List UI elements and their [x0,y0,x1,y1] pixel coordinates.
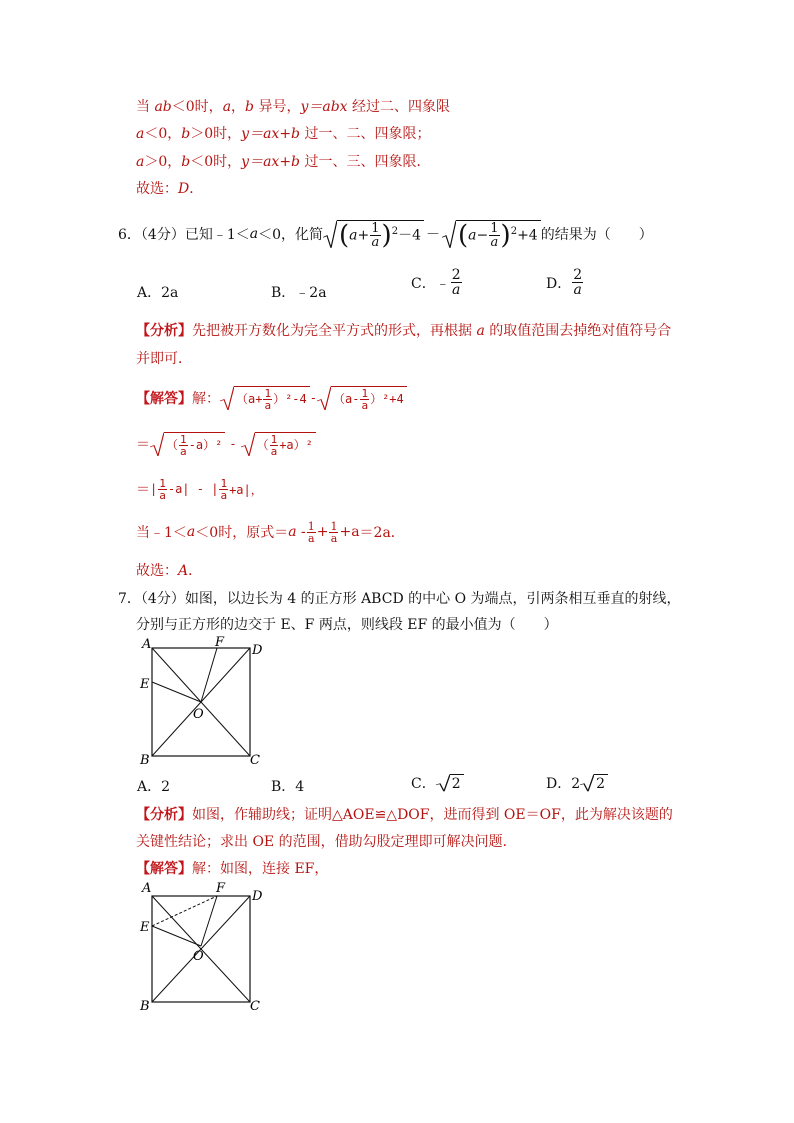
label-b: B [140,999,150,1012]
q7-solution-1: 【解答】解：如图，连接 EF， [136,861,329,877]
q7-figure-2 [138,878,268,1012]
q7-option-c: C． 2 [411,773,464,793]
q5-answer: 故选：D． [136,181,204,197]
q6-answer: 故选：A． [136,563,203,579]
ray-of [201,896,217,946]
q7-stem-2: 分别与正方形的边交于 E、F 两点，则线段 EF 的最小值为（ ） [136,617,558,633]
q6-case: 当﹣1＜ a ＜0时，原式＝ a - $\frac{1}{a}$ + $\frac{1}{a}$ +a ＝2a． [136,519,405,545]
q6-analysis-2: 并即可． [136,351,192,367]
q6-sol-radical-1: （a+ $\frac{1}{a}$ ）²-4 [220,386,310,411]
q7-analysis-2: 关键性结论；求出 OE 的范围，借助勾股定理即可解决问题． [136,834,517,850]
label-a: A [142,881,152,896]
q6-radical-2: (a− $\frac{1}{a}$ )$^2$+4 [442,220,541,249]
q7-option-d-sqrt: 2 [580,774,608,792]
q6-sol-radical-3: （ $\frac{1}{a}$ -a）² [150,432,225,457]
q6-analysis-1: 【分析】先把被开方数化为完全平方式的形式，再根据 a 的取值范围去掉绝对值符号合 [136,323,672,339]
q5-line-1: 当 ab＜0时，a，b 异号，y＝abx 经过二、四象限 [136,99,451,115]
label-c: C [250,999,260,1012]
q6-option-b: B．﹣2a [271,285,327,301]
q6-solution-1: 【解答】 解： （a+ $\frac{1}{a}$ ）²-4 - （a- $\frac{1}{a}$ ）²+4 [136,378,407,418]
q5-line-3: a＞0，b＜0时，y＝ax+b 过一、三、四象限． [136,154,431,170]
q6-solution-3: ＝ | $\frac{1}{a}$ -a| - | $\frac{1}{a}$ +a|， [136,476,263,502]
label-d: D [252,643,263,658]
label-f: F [215,636,225,650]
ray-oe [152,682,201,702]
segment-ef-dashed [152,896,217,926]
q5-line-2: a＜0，b＞0时，y＝ax+b 过一、二、四象限； [136,126,431,142]
q6-radical-1: (a+ $\frac{1}{a}$ )$^2$－4 [323,220,424,249]
label-e: E [140,677,150,692]
q6-sol-radical-4: （ $\frac{1}{a}$ +a）² [241,432,316,457]
label-e: E [140,920,150,935]
q7-stem-1: 7．（4分）如图，以边长为 4 的正方形 ABCD 的中心 O 为端点，引两条相互垂直的射线， [118,591,681,607]
q6-option-a: A．2a [137,285,179,301]
q7-figure-1 [138,636,268,768]
label-c: C [250,753,260,768]
q6-sol-radical-2: （a- $\frac{1}{a}$ ）²+4 [317,386,407,411]
q7-option-a: A．2 [137,779,171,795]
q6-stem: 6．（4分）已知﹣1＜ a ＜0，化简 (a+ $\frac{1}{a}$ )$^2$－4 － (a− $\frac{1}{a}$ )$^2$+4 的结果为（ ） [118,220,653,250]
label-f: F [216,881,226,896]
ray-oe [152,926,201,946]
q6-solution-2: ＝ （ $\frac{1}{a}$ -a）² - （ $\frac{1}{a}$ +a）² [136,424,316,464]
label-b: B [140,753,150,768]
label-a: A [142,637,152,652]
label-d: D [252,889,263,904]
label-o: O [193,707,204,722]
q6-option-c: C．﹣ $\frac{2}{a}$ [411,267,461,298]
q7-analysis-1: 【分析】如图，作辅助线；证明△AOE≌△DOF，进而得到 OE＝OF，此为解决该题的 [136,807,673,823]
q7-option-d: D．2 2 [546,773,608,793]
label-o: O [193,949,204,964]
q7-option-c-sqrt: 2 [436,774,464,792]
q6-option-d: D． $\frac{2}{a}$ [546,267,583,298]
q7-option-b: B．4 [271,779,305,795]
